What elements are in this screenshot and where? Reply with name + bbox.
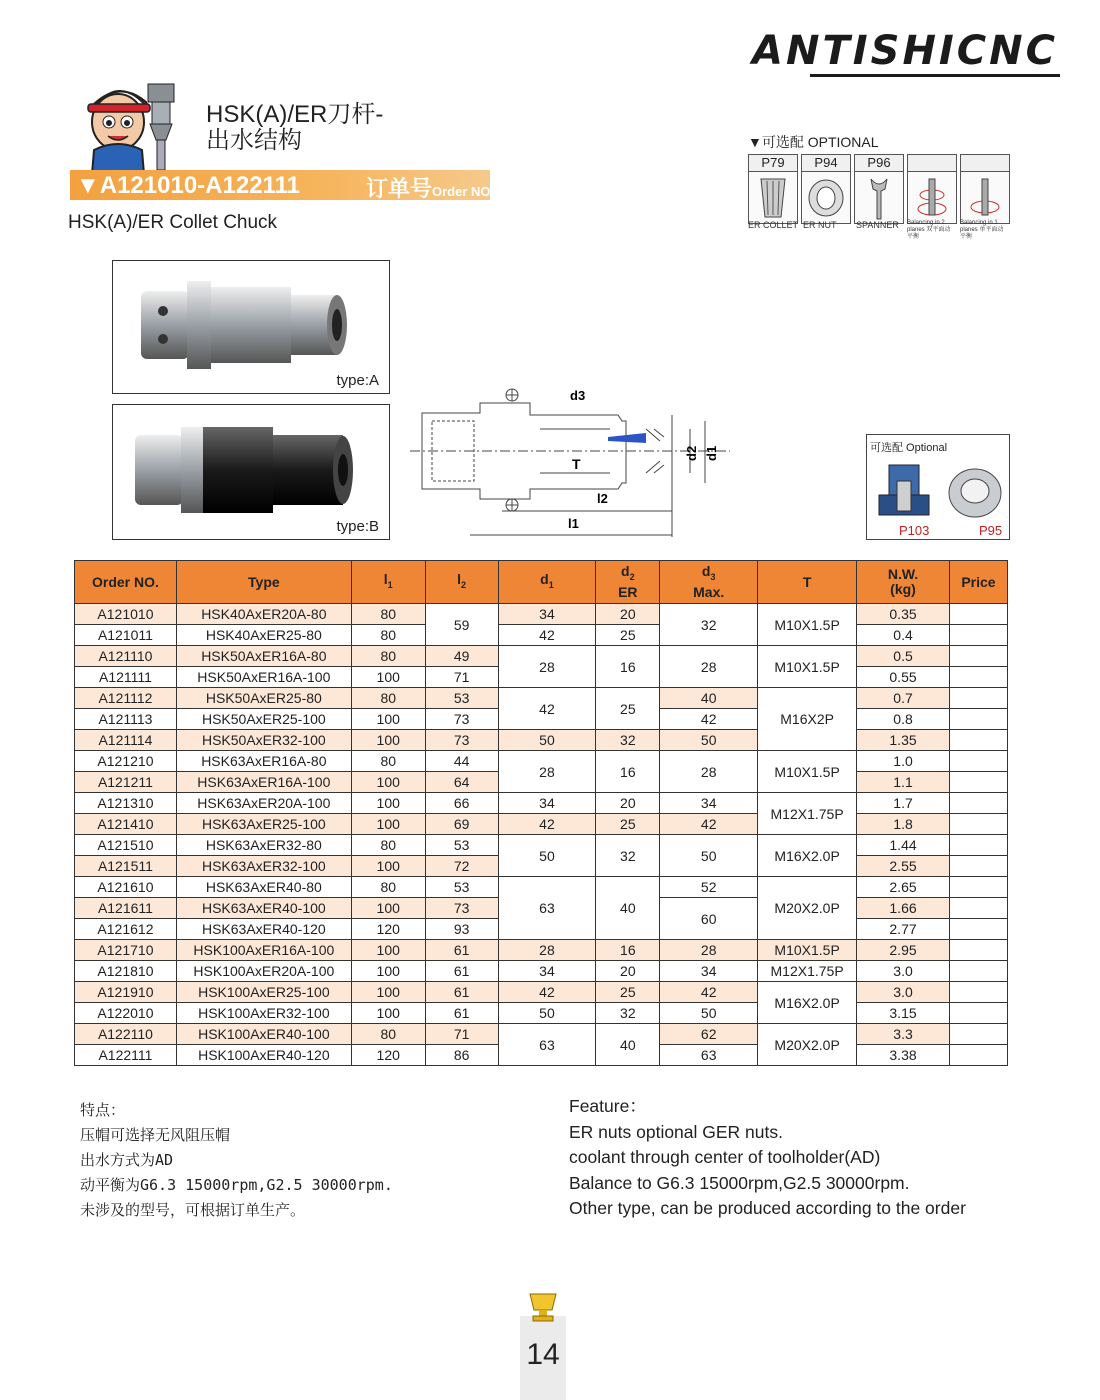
cell-d2: 16: [596, 646, 660, 688]
table-row: [75, 688, 1008, 709]
cell-price: [949, 835, 1007, 856]
cell-nw: 0.8: [857, 709, 950, 730]
photo-type-b: [112, 404, 390, 540]
cell-d3: 34: [660, 961, 758, 982]
cell-nw: 1.0: [857, 751, 950, 772]
cell-nw: 3.0: [857, 961, 950, 982]
optional-code: [961, 155, 1009, 172]
cell-d1: 50: [498, 1003, 596, 1024]
cell-order: A121610: [75, 877, 177, 898]
cell-type: HSK40AxER20A-80: [176, 604, 351, 625]
col-nw: [857, 561, 950, 604]
cell-price: [949, 1045, 1007, 1066]
cell-nw: 1.66: [857, 898, 950, 919]
cell-l2: 86: [425, 1045, 498, 1066]
cell-price: [949, 604, 1007, 625]
cell-price: [949, 877, 1007, 898]
optional-heading: ▼可选配 OPTIONAL: [748, 134, 879, 150]
cell-price: [949, 751, 1007, 772]
cell-t: M12X1.75P: [758, 793, 857, 835]
cell-t: M10X1.5P: [758, 604, 857, 646]
cell-price: [949, 688, 1007, 709]
technical-drawing: [410, 385, 730, 545]
cell-type: HSK50AxER25-100: [176, 709, 351, 730]
cell-order: A121510: [75, 835, 177, 856]
cell-type: HSK63AxER16A-80: [176, 751, 351, 772]
cell-d1: 50: [498, 835, 596, 877]
feature-line: 出水方式为AD: [80, 1151, 174, 1169]
optional-caption: ER NUT: [803, 220, 837, 230]
cell-d2: 25: [596, 688, 660, 730]
cell-type: HSK100AxER40-120: [176, 1045, 351, 1066]
cell-d1: 34: [498, 604, 596, 625]
cell-l1: 100: [351, 1003, 425, 1024]
photo-type-a: [112, 260, 390, 394]
col-order: Order NO.: [75, 561, 177, 604]
cell-l2: 71: [425, 1024, 498, 1045]
cell-d1: 28: [498, 940, 596, 961]
cell-l2: 73: [425, 898, 498, 919]
cell-t: M16X2.0P: [758, 982, 857, 1024]
cell-t: M20X2.0P: [758, 877, 857, 940]
cell-d1: 28: [498, 646, 596, 688]
order-label: [366, 172, 494, 203]
cell-nw: 3.3: [857, 1024, 950, 1045]
cell-l1: 100: [351, 793, 425, 814]
cell-d2: 25: [596, 625, 660, 646]
cell-price: [949, 1003, 1007, 1024]
optional-accessories-box: [866, 434, 1010, 540]
cell-nw: 0.4: [857, 625, 950, 646]
feature-line: ER nuts optional GER nuts.: [569, 1121, 783, 1142]
cell-l2: 61: [425, 1003, 498, 1024]
cell-nw: 0.5: [857, 646, 950, 667]
cell-l2: 71: [425, 667, 498, 688]
table-header-row: [75, 561, 1008, 604]
spec-table: [74, 560, 1008, 1066]
cell-d2: 32: [596, 1003, 660, 1024]
table-row: [75, 1003, 1008, 1024]
cell-l1: 100: [351, 856, 425, 877]
cell-t: M10X1.5P: [758, 940, 857, 961]
cell-type: HSK100AxER40-100: [176, 1024, 351, 1045]
cell-l1: 100: [351, 772, 425, 793]
cell-l1: 80: [351, 877, 425, 898]
cell-price: [949, 856, 1007, 877]
cell-order: A121410: [75, 814, 177, 835]
cell-d3: 40: [660, 688, 758, 709]
table-row: [75, 961, 1008, 982]
col-price: Price: [949, 561, 1007, 604]
cell-l1: 100: [351, 940, 425, 961]
cell-l2: 73: [425, 730, 498, 751]
cell-l2: 93: [425, 919, 498, 940]
cell-l1: 120: [351, 919, 425, 940]
table-row: [75, 751, 1008, 772]
optional-item-balance-2: [907, 154, 957, 224]
cell-d1: 42: [498, 814, 596, 835]
cell-d3: 50: [660, 730, 758, 751]
features-chinese: [80, 1098, 393, 1223]
cell-price: [949, 625, 1007, 646]
cell-d2: 40: [596, 877, 660, 940]
optional-caption: Balancing in 1 planes 单平面动平衡: [960, 220, 1004, 240]
collet-icon: [753, 175, 793, 221]
cell-l2: 53: [425, 688, 498, 709]
cell-price: [949, 772, 1007, 793]
optional-label: 可选配 Optional: [870, 442, 948, 454]
cell-d3: 28: [660, 940, 758, 961]
cell-l2: 49: [425, 646, 498, 667]
col-d1: $d_1$: [498, 561, 596, 604]
cell-type: HSK63AxER32-100: [176, 856, 351, 877]
cell-type: HSK63AxER40-100: [176, 898, 351, 919]
cell-d1: 42: [498, 688, 596, 730]
order-label-en: Order NO.: [432, 184, 495, 199]
features-english: [569, 1094, 966, 1222]
col-nw-label: N.W.: [887, 566, 919, 582]
cell-l1: 100: [351, 961, 425, 982]
cell-order: A122111: [75, 1045, 177, 1066]
optional-code-right: P95: [979, 523, 1003, 538]
cell-t: M16X2P: [758, 688, 857, 751]
cell-d2: 16: [596, 940, 660, 961]
cell-d3: 62: [660, 1024, 758, 1045]
cell-d3: 50: [660, 1003, 758, 1024]
cell-order: A121111: [75, 667, 177, 688]
cell-d3: 32: [660, 604, 758, 646]
cell-order: A121210: [75, 751, 177, 772]
cell-l1: 100: [351, 709, 425, 730]
cell-d3: 42: [660, 814, 758, 835]
cell-l1: 100: [351, 898, 425, 919]
cell-d2: 40: [596, 1024, 660, 1066]
table-row: [75, 835, 1008, 856]
balance-one-plane-icon: [965, 175, 1005, 221]
feature-line: 未涉及的型号，可根据订单生产。: [80, 1201, 306, 1219]
table-row: [75, 940, 1008, 961]
title-line-1: HSK(A)/ER刀杆-: [206, 101, 384, 128]
cell-d1: 34: [498, 793, 596, 814]
cell-l2: 64: [425, 772, 498, 793]
cell-l2: 44: [425, 751, 498, 772]
cell-t: M16X2.0P: [758, 835, 857, 877]
cell-l2: 59: [425, 604, 498, 646]
cell-l2: 61: [425, 982, 498, 1003]
cell-type: HSK63AxER20A-100: [176, 793, 351, 814]
cell-type: HSK100AxER25-100: [176, 982, 351, 1003]
cell-order: A121011: [75, 625, 177, 646]
cell-l1: 80: [351, 751, 425, 772]
page-number: 14: [526, 1338, 560, 1371]
cell-l1: 80: [351, 835, 425, 856]
cell-type: HSK100AxER20A-100: [176, 961, 351, 982]
cell-type: HSK63AxER16A-100: [176, 772, 351, 793]
cell-l2: 61: [425, 961, 498, 982]
feature-line: Feature：: [569, 1096, 647, 1116]
cell-nw: 1.8: [857, 814, 950, 835]
brand-logo: ANTISHICNC: [752, 28, 1058, 74]
table-row: [75, 646, 1008, 667]
cell-price: [949, 709, 1007, 730]
cell-order: A121310: [75, 793, 177, 814]
cell-l1: 100: [351, 814, 425, 835]
cell-order: A122010: [75, 1003, 177, 1024]
product-subtitle: HSK(A)/ER Collet Chuck: [68, 212, 278, 233]
col-d3: $d_3$ Max.: [660, 561, 758, 604]
cell-order: A121810: [75, 961, 177, 982]
cell-price: [949, 814, 1007, 835]
cell-type: HSK50AxER16A-100: [176, 667, 351, 688]
cell-nw: 0.7: [857, 688, 950, 709]
cell-price: [949, 940, 1007, 961]
cell-d2: 32: [596, 835, 660, 877]
cell-type: HSK63AxER40-80: [176, 877, 351, 898]
table-row: [75, 793, 1008, 814]
cell-order: A121710: [75, 940, 177, 961]
cell-d1: 34: [498, 961, 596, 982]
cell-d3: 28: [660, 646, 758, 688]
cell-type: HSK50AxER25-80: [176, 688, 351, 709]
cell-price: [949, 898, 1007, 919]
feature-line: Other type, can be produced according to the order: [569, 1198, 966, 1218]
cell-d1: 42: [498, 625, 596, 646]
feature-line: coolant through center of toolholder(AD): [569, 1147, 881, 1167]
trophy-icon: [524, 1292, 562, 1327]
photo-caption: type:A: [336, 372, 379, 389]
spec-table-body: [75, 604, 1008, 1066]
cell-d3: 60: [660, 898, 758, 940]
optional-code: P96: [855, 155, 903, 172]
cell-d1: 50: [498, 730, 596, 751]
spanner-icon: [859, 175, 899, 221]
cell-order: A121114: [75, 730, 177, 751]
optional-caption: ER COLLET: [748, 220, 799, 230]
cell-order: A121611: [75, 898, 177, 919]
cell-t: M12X1.75P: [758, 961, 857, 982]
cell-nw: 0.55: [857, 667, 950, 688]
cell-d2: 32: [596, 730, 660, 751]
cell-price: [949, 1024, 1007, 1045]
cell-l2: 72: [425, 856, 498, 877]
cell-l1: 80: [351, 1024, 425, 1045]
order-label-cn: 订单号: [366, 176, 433, 201]
cell-d2: 20: [596, 604, 660, 625]
cell-price: [949, 919, 1007, 940]
cell-type: HSK50AxER32-100: [176, 730, 351, 751]
cell-type: HSK100AxER32-100: [176, 1003, 351, 1024]
optional-item-balance-1: [960, 154, 1010, 224]
cell-nw: 1.7: [857, 793, 950, 814]
col-nw-sub: (kg): [890, 581, 916, 597]
col-type: Type: [176, 561, 351, 604]
mascot-illustration: [80, 74, 200, 179]
cell-l1: 120: [351, 1045, 425, 1066]
cell-d3: 50: [660, 835, 758, 877]
cell-nw: 1.35: [857, 730, 950, 751]
cell-d3: 42: [660, 982, 758, 1003]
cell-d1: 63: [498, 877, 596, 940]
title-line-2: 出水结构: [206, 127, 302, 154]
cell-order: A121110: [75, 646, 177, 667]
cell-d1: 63: [498, 1024, 596, 1066]
cell-price: [949, 730, 1007, 751]
cell-l1: 80: [351, 625, 425, 646]
table-row: [75, 877, 1008, 898]
cell-order: A122110: [75, 1024, 177, 1045]
optional-item-nut: [801, 154, 851, 224]
label-d3: d3: [570, 388, 586, 403]
label-d2: d2: [684, 445, 699, 461]
cell-l1: 100: [351, 982, 425, 1003]
cell-type: HSK63AxER40-120: [176, 919, 351, 940]
optional-caption: Balancing in 2 planes 双平面动平衡: [907, 220, 951, 240]
cell-d2: 25: [596, 982, 660, 1003]
nut-icon: [945, 463, 1005, 523]
cell-l1: 80: [351, 688, 425, 709]
cell-nw: 3.15: [857, 1003, 950, 1024]
label-t: T: [572, 456, 581, 472]
cell-nw: 1.1: [857, 772, 950, 793]
cell-d1: 28: [498, 751, 596, 793]
table-row: [75, 1024, 1008, 1045]
cell-nw: 1.44: [857, 835, 950, 856]
cell-l1: 100: [351, 667, 425, 688]
cell-price: [949, 793, 1007, 814]
cell-type: HSK100AxER16A-100: [176, 940, 351, 961]
feature-line: Balance to G6.3 15000rpm,G2.5 30000rpm.: [569, 1172, 910, 1193]
cell-l2: 61: [425, 940, 498, 961]
col-l1: $l_1$: [351, 561, 425, 604]
cell-d1: 42: [498, 982, 596, 1003]
nut-icon: [806, 175, 846, 221]
table-row: [75, 814, 1008, 835]
col-d2-sub: ER: [618, 583, 638, 600]
cell-l2: 73: [425, 709, 498, 730]
optional-item-spanner: [854, 154, 904, 224]
order-range: ▼A121010-A122111: [76, 172, 300, 199]
cell-d2: 20: [596, 961, 660, 982]
cell-l1: 80: [351, 646, 425, 667]
feature-line: 特点：: [80, 1101, 126, 1119]
col-d3-sub: Max.: [693, 583, 725, 600]
cell-t: M10X1.5P: [758, 646, 857, 688]
cell-t: M10X1.5P: [758, 751, 857, 793]
cell-l1: 80: [351, 604, 425, 625]
col-t: T: [758, 561, 857, 604]
cell-price: [949, 646, 1007, 667]
cell-nw: 2.77: [857, 919, 950, 940]
feature-line: 动平衡为G6.3 15000rpm,G2.5 30000rpm.: [80, 1176, 393, 1194]
table-row: [75, 625, 1008, 646]
cell-order: A121910: [75, 982, 177, 1003]
feature-line: 压帽可选择无风阻压帽: [80, 1126, 231, 1144]
cell-l1: 100: [351, 730, 425, 751]
cell-order: A121612: [75, 919, 177, 940]
col-l2: $l_2$: [425, 561, 498, 604]
cell-nw: 0.35: [857, 604, 950, 625]
cell-order: A121211: [75, 772, 177, 793]
cell-l2: 69: [425, 814, 498, 835]
optional-code: P79: [749, 155, 797, 172]
cell-l2: 66: [425, 793, 498, 814]
cell-d3: 42: [660, 709, 758, 730]
cell-price: [949, 982, 1007, 1003]
optional-code: P94: [802, 155, 850, 172]
col-d2: $d_2$ ER: [596, 561, 660, 604]
table-row: [75, 982, 1008, 1003]
optional-item-collet: [748, 154, 798, 224]
cell-nw: 2.95: [857, 940, 950, 961]
cell-type: HSK63AxER25-100: [176, 814, 351, 835]
cell-nw: 2.65: [857, 877, 950, 898]
cell-d2: 25: [596, 814, 660, 835]
cell-d3: 63: [660, 1045, 758, 1066]
cell-type: HSK63AxER32-80: [176, 835, 351, 856]
cell-type: HSK40AxER25-80: [176, 625, 351, 646]
cell-d2: 20: [596, 793, 660, 814]
cell-order: A121113: [75, 709, 177, 730]
cell-d3: 34: [660, 793, 758, 814]
cell-price: [949, 667, 1007, 688]
cell-l2: 53: [425, 877, 498, 898]
cell-order: A121511: [75, 856, 177, 877]
cell-d3: 52: [660, 877, 758, 898]
balance-two-planes-icon: [912, 175, 952, 221]
optional-code-left: P103: [899, 523, 930, 538]
cell-nw: 2.55: [857, 856, 950, 877]
label-d1: d1: [704, 445, 719, 461]
page-title: [206, 102, 383, 154]
optional-code: [908, 155, 956, 172]
cell-order: A121010: [75, 604, 177, 625]
cell-nw: 3.38: [857, 1045, 950, 1066]
cell-price: [949, 961, 1007, 982]
cell-d3: 28: [660, 751, 758, 793]
label-l1: l1: [568, 516, 579, 531]
cell-nw: 3.0: [857, 982, 950, 1003]
cell-t: M20X2.0P: [758, 1024, 857, 1066]
cell-d2: 16: [596, 751, 660, 793]
cell-l2: 53: [425, 835, 498, 856]
cell-type: HSK50AxER16A-80: [176, 646, 351, 667]
optional-caption: SPANNER: [856, 220, 899, 230]
cell-order: A121112: [75, 688, 177, 709]
label-l2: l2: [597, 491, 608, 506]
table-row: [75, 730, 1008, 751]
photo-caption: type:B: [336, 518, 379, 535]
brand-underline: [810, 74, 1060, 77]
table-row: [75, 604, 1008, 625]
